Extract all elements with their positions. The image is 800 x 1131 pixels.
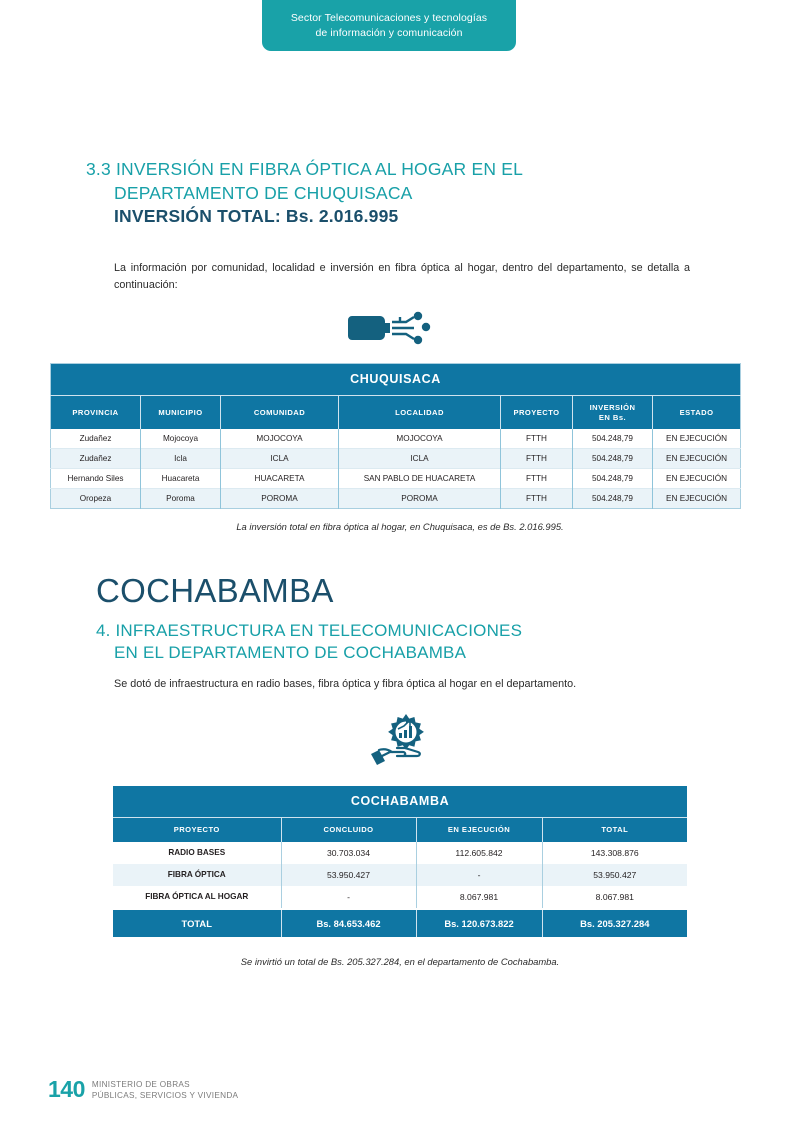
cochabamba-table-caption: Se invirtió un total de Bs. 205.327.284, en el departamento de Cochabamba. (240, 956, 560, 967)
cell-inversion: 504.248,79 (573, 449, 653, 469)
cell-municipio: Poroma (141, 489, 221, 509)
table-header-row (113, 818, 687, 842)
cell-municipio: Mojocoya (141, 429, 221, 449)
cell-localidad: MOJOCOYA (339, 429, 501, 449)
table-header-row (51, 396, 741, 430)
col-proyecto: PROYECTO (113, 818, 281, 842)
cell-estado: EN EJECUCIÓN (653, 429, 741, 449)
cell-en-ejecucion: 8.067.981 (416, 886, 542, 909)
section-heading-total: INVERSIÓN TOTAL: Bs. 2.016.995 (114, 206, 399, 226)
department-title: COCHABAMBA (96, 572, 334, 609)
page-footer (48, 1076, 238, 1103)
total-label: TOTAL (113, 909, 281, 937)
section-4-line-1: 4. INFRAESTRUCTURA EN TELECOMUNICACIONES (96, 621, 523, 640)
cochabamba-table (113, 786, 687, 937)
cell-comunidad: POROMA (221, 489, 339, 509)
section-heading-line-1: 3.3 INVERSIÓN EN FIBRA ÓPTICA AL HOGAR EN EL (86, 159, 524, 179)
table-row (51, 449, 741, 469)
cell-total: 143.308.876 (542, 842, 687, 864)
department-paragraph: Se dotó de infraestructura en radio bases, fibra óptica y fibra óptica al hogar en el departamento. (114, 678, 577, 690)
col-en-ejecucion: EN EJECUCIÓN (416, 818, 542, 842)
banner-line-1: Sector Telecomunicaciones y tecnologías (290, 11, 488, 24)
cell-municipio: Icla (141, 449, 221, 469)
cell-inversion: 504.248,79 (573, 489, 653, 509)
col-inversion-line1: INVERSIÓN (589, 403, 636, 412)
cell-proyecto: FTTH (501, 449, 573, 469)
cell-provincia: Zudañez (51, 429, 141, 449)
table-row (51, 429, 741, 449)
ministry-line-2: PÚBLICAS, SERVICIOS Y VIVIENDA (91, 1090, 239, 1100)
section-heading (86, 158, 726, 229)
cell-localidad: POROMA (339, 489, 501, 509)
cell-proyecto: FIBRA ÓPTICA AL HOGAR (113, 886, 281, 909)
col-comunidad: COMUNIDAD (221, 396, 339, 430)
total-en-ejecucion: Bs. 120.673.822 (416, 909, 542, 937)
cell-estado: EN EJECUCIÓN (653, 489, 741, 509)
table-title-row (113, 786, 687, 818)
cell-comunidad: HUACARETA (221, 469, 339, 489)
cell-proyecto: FTTH (501, 489, 573, 509)
total-concluido: Bs. 84.653.462 (281, 909, 416, 937)
ministry-name (92, 1078, 238, 1101)
cochabamba-table-title: COCHABAMBA (113, 786, 687, 818)
col-municipio: MUNICIPIO (141, 396, 221, 430)
cell-comunidad: ICLA (221, 449, 339, 469)
cell-proyecto: RADIO BASES (113, 842, 281, 864)
table-row (51, 469, 741, 489)
cell-provincia: Zudañez (51, 449, 141, 469)
cell-localidad: SAN PABLO DE HUACARETA (339, 469, 501, 489)
cell-estado: EN EJECUCIÓN (653, 469, 741, 489)
cell-proyecto: FTTH (501, 469, 573, 489)
cell-concluido: 30.703.034 (281, 842, 416, 864)
ministry-line-1: MINISTERIO DE OBRAS (91, 1080, 190, 1089)
page-number: 140 (48, 1076, 85, 1102)
section-4-heading (96, 620, 736, 664)
section-banner (262, 0, 516, 51)
section-paragraph: La información por comunidad, localidad e inversión en fibra óptica al hogar, dentro del departamento, se detalla a continuación: (114, 262, 690, 291)
fiber-optic-icon (348, 306, 434, 350)
cell-en-ejecucion: 112.605.842 (416, 842, 542, 864)
cell-inversion: 504.248,79 (573, 429, 653, 449)
table-total-row (113, 909, 687, 937)
cell-provincia: Hernando Siles (51, 469, 141, 489)
cell-provincia: Oropeza (51, 489, 141, 509)
cell-proyecto: FIBRA ÓPTICA (113, 864, 281, 886)
col-total: TOTAL (542, 818, 687, 842)
chuquisaca-table-caption: La inversión total en fibra óptica al hogar, en Chuquisaca, es de Bs. 2.016.995. (236, 521, 564, 532)
col-inversion-line2: EN Bs. (598, 412, 627, 422)
col-estado: ESTADO (653, 396, 741, 430)
cell-concluido: - (281, 886, 416, 909)
section-4-line-2: EN EL DEPARTAMENTO DE COCHABAMBA (114, 643, 467, 662)
total-total: Bs. 205.327.284 (542, 909, 687, 937)
cell-total: 53.950.427 (542, 864, 687, 886)
cell-proyecto: FTTH (501, 429, 573, 449)
col-provincia: PROVINCIA (51, 396, 141, 430)
col-proyecto: PROYECTO (501, 396, 573, 430)
hand-holding-gear-chart-icon (362, 712, 438, 770)
cell-estado: EN EJECUCIÓN (653, 449, 741, 469)
table-row (113, 864, 687, 886)
cell-inversion: 504.248,79 (573, 469, 653, 489)
cell-concluido: 53.950.427 (281, 864, 416, 886)
cell-municipio: Huacareta (141, 469, 221, 489)
table-row (113, 886, 687, 909)
section-heading-line-2: DEPARTAMENTO DE CHUQUISACA (114, 182, 413, 203)
table-row (113, 842, 687, 864)
chuquisaca-table (50, 363, 741, 509)
col-concluido: CONCLUIDO (281, 818, 416, 842)
table-title-row (51, 364, 741, 396)
banner-line-2: de información y comunicación (315, 26, 463, 39)
cell-comunidad: MOJOCOYA (221, 429, 339, 449)
chuquisaca-table-title: CHUQUISACA (51, 364, 741, 396)
table-row (51, 489, 741, 509)
cell-total: 8.067.981 (542, 886, 687, 909)
cell-localidad: ICLA (339, 449, 501, 469)
col-inversion (573, 396, 653, 430)
cell-en-ejecucion: - (416, 864, 542, 886)
col-localidad: LOCALIDAD (339, 396, 501, 430)
